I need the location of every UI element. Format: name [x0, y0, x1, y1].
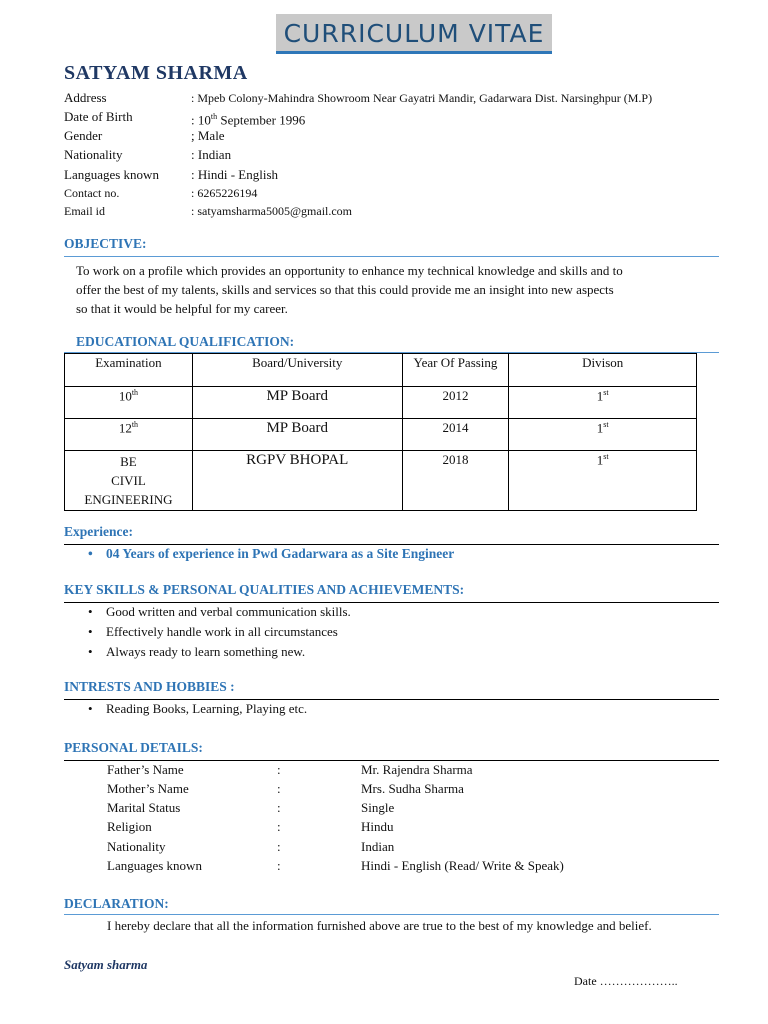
year-cell: 2018: [402, 451, 509, 511]
skills-list: [64, 602, 351, 662]
exam-cell: 10th: [65, 387, 193, 419]
detail-row: Mother’s Name : Mrs. Sudha Sharma: [107, 781, 464, 796]
info-label: Languages known: [64, 167, 159, 182]
list-item: • Effectively handle work in all circumstances: [64, 622, 351, 642]
declaration-text: I hereby declare that all the information furnished above are true to the best of my knowledge and belief.: [107, 918, 652, 933]
info-label: Address: [64, 90, 107, 105]
division-cell: 1st: [509, 419, 697, 451]
detail-row: Nationality : Indian: [107, 839, 395, 854]
objective-rule: [64, 256, 719, 257]
list-item: • Good written and verbal communication skills.: [64, 602, 351, 622]
objective-line: offer the best of my talents, skills and services so that this could provide me an insight into new aspects: [76, 282, 614, 297]
list-item: • 04 Years of experience in Pwd Gadarwara as a Site Engineer: [64, 544, 454, 564]
info-value: : 10th September 1996: [191, 112, 306, 128]
board-cell: RGPV BHOPAL: [192, 451, 402, 511]
candidate-name: SATYAM SHARMA: [64, 62, 248, 84]
division-cell: 1st: [509, 387, 697, 419]
detail-row: Languages known : Hindi - English (Read/ Write & Speak): [107, 858, 564, 873]
exam-cell: 12th: [65, 419, 193, 451]
objective-line: so that it would be helpful for my career.: [76, 301, 288, 316]
year-cell: 2014: [402, 419, 509, 451]
list-item: • Reading Books, Learning, Playing etc.: [64, 699, 307, 719]
table-row: [65, 451, 697, 511]
table-row: [65, 387, 697, 419]
table-header-row: [65, 354, 697, 387]
education-heading: EDUCATIONAL QUALIFICATION:: [76, 334, 295, 349]
detail-row: Religion : Hindu: [107, 819, 394, 834]
exam-cell: BE CIVIL ENGINEERING: [65, 451, 193, 511]
col-header: Divison: [509, 354, 697, 387]
board-cell: MP Board: [192, 419, 402, 451]
experience-list: [64, 544, 454, 564]
table-row: [65, 419, 697, 451]
info-label: Contact no.: [64, 186, 120, 200]
detail-row: Father’s Name : Mr. Rajendra Sharma: [107, 762, 473, 777]
col-header: Examination: [65, 354, 193, 387]
list-item: • Always ready to learn something new.: [64, 642, 351, 662]
board-cell: MP Board: [192, 387, 402, 419]
info-value: : Hindi - English: [191, 167, 279, 182]
info-value: : 6265226194: [191, 186, 258, 200]
objective-line: To work on a profile which provides an opportunity to enhance my technical knowledge and skills and to: [76, 263, 623, 278]
declaration-rule: [64, 914, 719, 915]
objective-heading: OBJECTIVE:: [64, 236, 147, 251]
info-label: Gender: [64, 128, 103, 143]
info-label: Nationality: [64, 147, 123, 162]
division-cell: 1st: [509, 451, 697, 511]
declaration-heading: DECLARATION:: [64, 896, 169, 911]
cv-title: CURRICULUM VITAE: [276, 14, 552, 54]
detail-row: Marital Status : Single: [107, 800, 395, 815]
info-label: Date of Birth: [64, 109, 133, 124]
info-value: : Indian: [191, 147, 232, 162]
personal-details-heading: PERSONAL DETAILS:: [64, 740, 203, 755]
date-field: Date ………………..: [574, 974, 678, 988]
experience-heading: Experience:: [64, 524, 133, 539]
col-header: Year Of Passing: [402, 354, 509, 387]
col-header: Board/University: [192, 354, 402, 387]
info-value: : Mpeb Colony-Mahindra Showroom Near Gayatri Mandir, Gadarwara Dist. Narsinghpur (M.P): [191, 91, 653, 105]
hobbies-heading: INTRESTS AND HOBBIES :: [64, 679, 235, 694]
year-cell: 2012: [402, 387, 509, 419]
info-label: Email id: [64, 204, 105, 218]
signature: Satyam sharma: [64, 957, 148, 972]
hobbies-list: [64, 699, 307, 719]
info-value: ; Male: [191, 128, 225, 143]
skills-heading: KEY SKILLS & PERSONAL QUALITIES AND ACHIEVEMENTS:: [64, 582, 465, 597]
info-value: : satyamsharma5005@gmail.com: [191, 204, 353, 218]
education-table: [64, 353, 697, 511]
